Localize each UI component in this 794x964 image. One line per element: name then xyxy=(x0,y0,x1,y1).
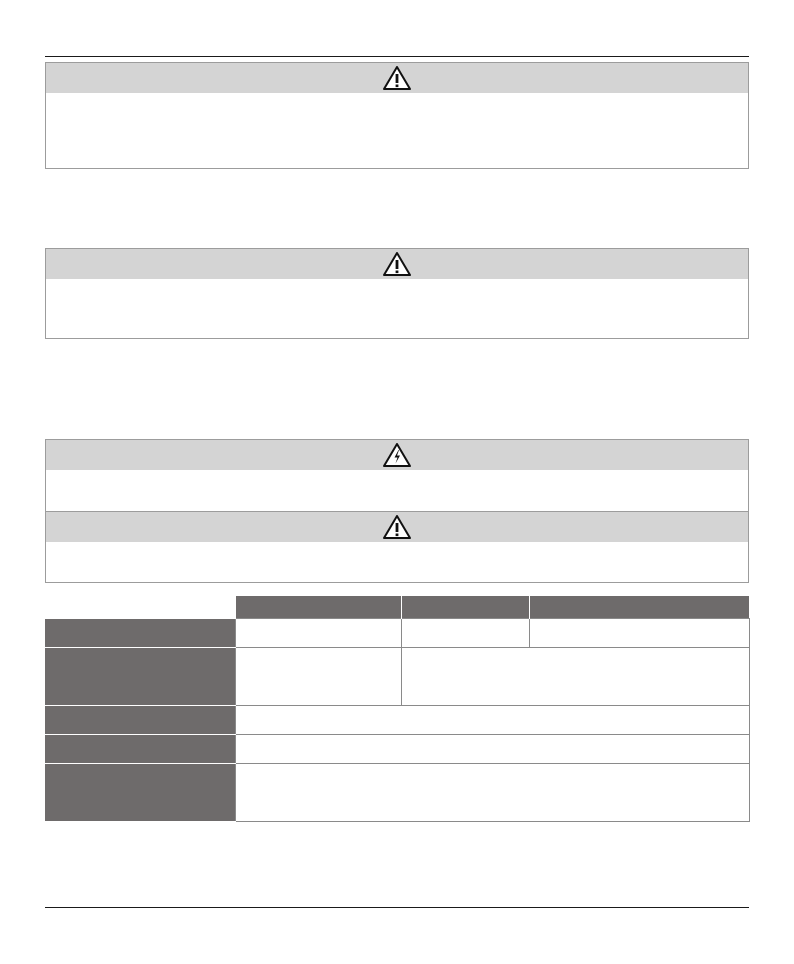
table-cell xyxy=(401,619,529,648)
warning-triangle-icon xyxy=(382,65,412,91)
table-cell xyxy=(235,764,749,822)
electrical-hazard-icon xyxy=(382,442,412,468)
table-cell xyxy=(235,706,749,735)
warning-header xyxy=(46,511,748,542)
warning-box-2 xyxy=(45,248,749,339)
warning-body xyxy=(46,470,748,511)
table-header-row xyxy=(45,596,749,619)
column-header xyxy=(401,596,529,619)
table-cell xyxy=(529,619,749,648)
table-cell xyxy=(235,735,749,764)
table-row xyxy=(45,706,749,735)
row-header xyxy=(45,619,235,648)
table-row xyxy=(45,619,749,648)
column-header xyxy=(235,596,401,619)
row-header xyxy=(45,648,235,706)
top-rule xyxy=(45,56,749,57)
table-cell xyxy=(401,648,749,706)
warning-header xyxy=(46,440,748,470)
table-cell xyxy=(235,648,401,706)
table-corner xyxy=(45,596,235,619)
warning-box-3 xyxy=(45,439,749,583)
warning-box-1 xyxy=(45,62,749,169)
row-header xyxy=(45,735,235,764)
warning-triangle-icon xyxy=(382,514,412,540)
warning-triangle-icon xyxy=(382,251,412,277)
bottom-rule xyxy=(45,907,749,908)
spec-table xyxy=(45,596,750,822)
column-header xyxy=(529,596,749,619)
table-row xyxy=(45,648,749,706)
row-header xyxy=(45,764,235,822)
table-row xyxy=(45,735,749,764)
warning-header xyxy=(46,63,748,93)
table-cell xyxy=(235,619,401,648)
row-header xyxy=(45,706,235,735)
table-row xyxy=(45,764,749,822)
warning-header xyxy=(46,249,748,279)
